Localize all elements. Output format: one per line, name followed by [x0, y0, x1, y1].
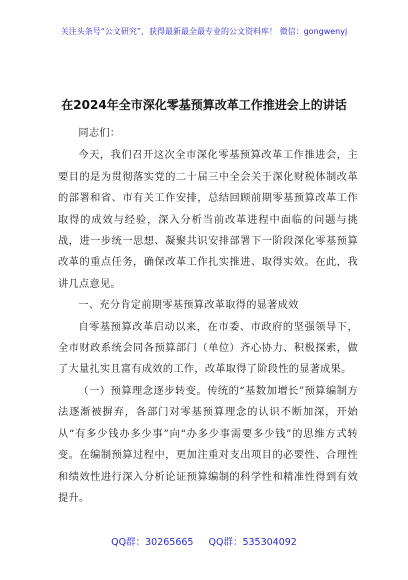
document-body	[58, 118, 358, 509]
salutation: 同志们：	[78, 128, 121, 139]
paragraph-intro: 今天，我们召开这次全市深化零基预算改革工作推进会，主要目的是为贯彻落实党的二十届三中全会关于深化财税体制改革的部署和省、市有关工作安排，总结回顾前期零基预算改革工作取得的成效与经验，深入分析当前改革进程中面临的问题与挑战，进一步统一思想、凝聚共识安排部署下一阶段深化零基预算改革的重点任务，确保改革工作扎实推进、取得实效。在此，我讲几点意见。	[58, 150, 358, 290]
header-note: 关注头条号“公文研究”，获得最新最全最专业的公文资料库！ 微信：gongwenyj	[60, 27, 348, 36]
document-title: 在2024年全市深化零基预算改革工作推进会上的讲话	[61, 98, 347, 112]
section-heading-1: 一、充分肯定前期零基预算改革取得的显著成效	[78, 300, 299, 312]
paragraph-budget-concept: （一）预算理念逐步转变。传统的“基数加增长”预算编制方法逐渐被摒弃，各部门对零基预算理念的认识不断加深，开始从“有多少钱办多少事”向“办多少事需要多少钱”的思维方式转变。在编制预算过程中，更加注重对支出项目的必要性、合理性和绩效性进行深入分析论证预算编制的科学性和精准性得到有效提升。	[58, 385, 358, 504]
footer-qq-groups: QQ群：30265665 QQ群：535304092	[111, 537, 297, 548]
paragraph-achievements: 自零基预算改革启动以来，在市委、市政府的坚强领导下，全市财政系统会同各预算部门（单位）齐心协力、积极探索，做了大量扎实且富有成效的工作，改革取得了阶段性的显著成果。	[58, 321, 358, 376]
